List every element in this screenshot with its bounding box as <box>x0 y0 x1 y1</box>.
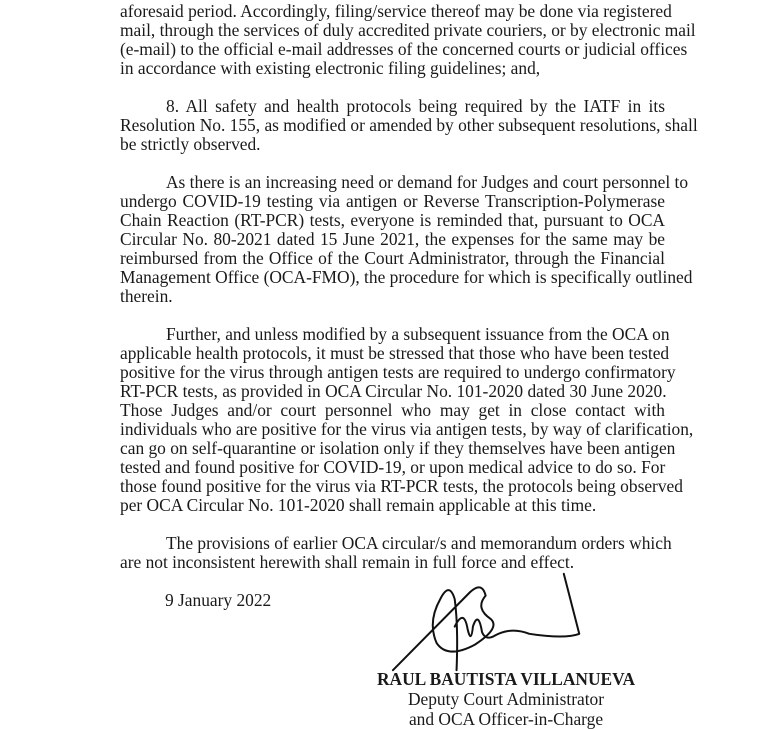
paragraph-line: RT-PCR tests, as provided in OCA Circular No. 101-2020 dated 30 June 2020. <box>120 381 667 401</box>
paragraph-line: individuals who are positive for the virus via antigen tests, by way of clarification, <box>120 419 694 439</box>
signatory-title-2: and OCA Officer-in-Charge <box>408 709 604 729</box>
document-date: 9 January 2022 <box>165 590 272 610</box>
paragraph-line: can go on self-quarantine or isolation only if they themselves have been antigen <box>120 438 676 458</box>
paragraph-line: mail, through the services of duly accredited private couriers, or by electronic mail <box>120 20 696 40</box>
paragraph-line: Chain Reaction (RT-PCR) tests, everyone is reminded that, pursuant to OCA <box>120 210 665 230</box>
paragraph-line: (e-mail) to the official e-mail addresses of the concerned courts or judicial offices <box>120 39 688 59</box>
paragraph-line: Those Judges and/or court personnel who may get in close contact with <box>120 400 665 420</box>
paragraph-line: tested and found positive for COVID-19, or upon medical advice to do so. For <box>120 457 666 477</box>
paragraph-line: As there is an increasing need or demand for Judges and court personnel to <box>166 172 689 192</box>
paragraph-line: positive for the virus through antigen tests are required to undergo confirmatory <box>120 362 676 382</box>
paragraph-line: applicable health protocols, it must be stressed that those who have been tested <box>120 343 670 363</box>
paragraph-line: Circular No. 80-2021 dated 15 June 2021, the expenses for the same may be <box>120 229 665 249</box>
paragraph-line: are not inconsistent herewith shall remain in full force and effect. <box>120 552 575 572</box>
paragraph-line: 8. All safety and health protocols being required by the IATF in its <box>166 96 665 116</box>
signature <box>372 572 632 672</box>
paragraph-line: those found positive for the virus via RT-PCR tests, the protocols being observed <box>120 476 683 496</box>
paragraph-line: aforesaid period. Accordingly, filing/service thereof may be done via registered <box>120 1 672 21</box>
paragraph-line: Resolution No. 155, as modified or amended by other subsequent resolutions, shall <box>120 115 698 135</box>
paragraph-line: Management Office (OCA-FMO), the procedure for which is specifically outlined <box>120 267 693 287</box>
paragraph-line: reimbursed from the Office of the Court Administrator, through the Financial <box>120 248 665 268</box>
paragraph-line: undergo COVID-19 testing via antigen or Reverse Transcription-Polymerase <box>120 191 665 211</box>
paragraph-line: therein. <box>120 286 173 306</box>
signatory-name: RAUL BAUTISTA VILLANUEVA <box>376 669 636 689</box>
paragraph-line: The provisions of earlier OCA circular/s and memorandum orders which <box>166 533 672 553</box>
paragraph-line: Further, and unless modified by a subsequent issuance from the OCA on <box>166 324 670 344</box>
paragraph-line: be strictly observed. <box>120 134 261 154</box>
paragraph-line: in accordance with existing electronic filing guidelines; and, <box>120 58 541 78</box>
signatory-title: Deputy Court Administrator <box>407 689 605 709</box>
paragraph-line: per OCA Circular No. 101-2020 shall remain applicable at this time. <box>120 495 597 515</box>
